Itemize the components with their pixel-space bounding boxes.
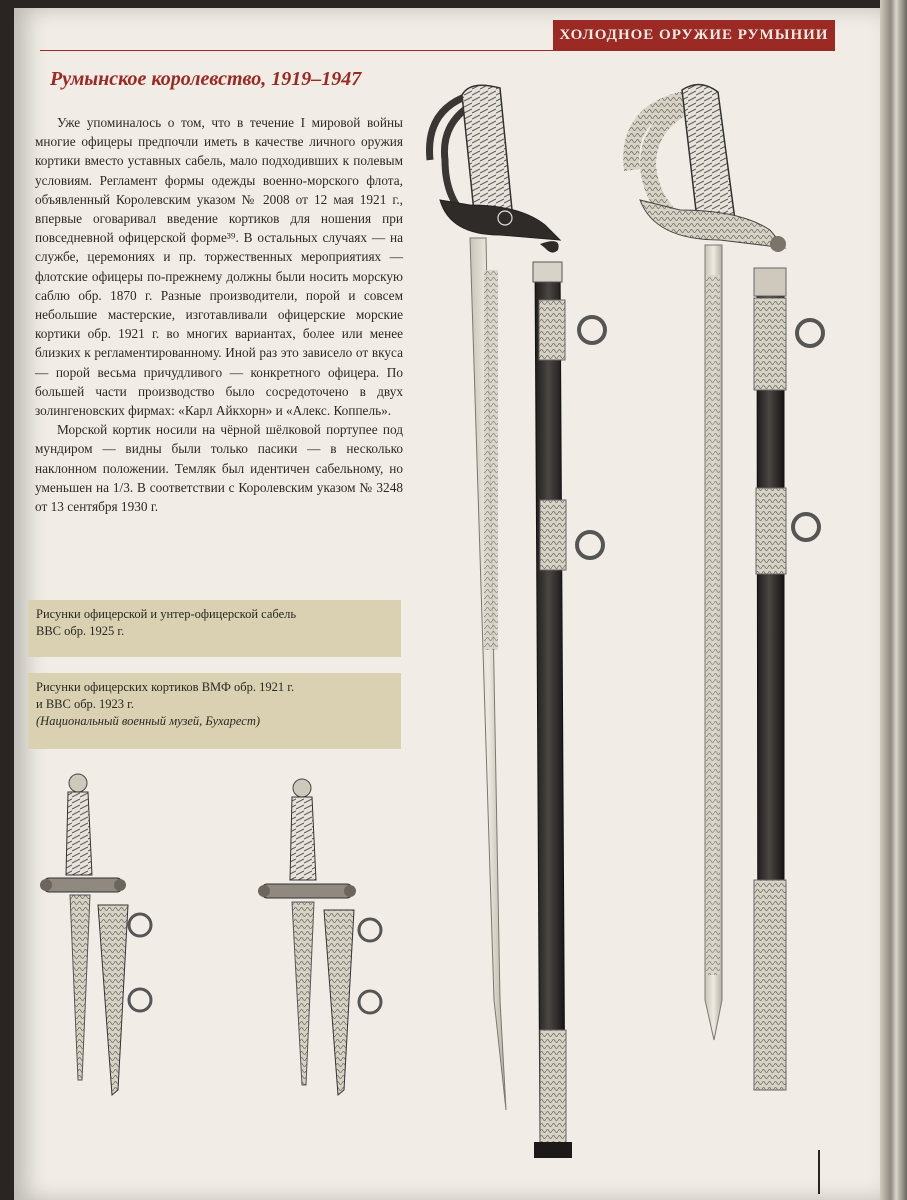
body-text xyxy=(35,113,403,516)
caption-sabres xyxy=(28,600,401,657)
page-marker xyxy=(818,1150,820,1194)
section-title: Румынское королевство, 1919–1947 xyxy=(50,68,362,90)
caption-daggers-line1: Рисунки офицерских кортиков ВМФ обр. 1921 г. xyxy=(36,680,295,694)
caption-daggers-line2: и ВВС обр. 1923 г. xyxy=(36,697,135,711)
caption-sabres-line2: ВВС обр. 1925 г. xyxy=(36,624,125,638)
caption-sabres-line1: Рисунки офицерской и унтер-офицерской сабель xyxy=(36,607,297,621)
book-edge xyxy=(880,0,907,1200)
paragraph-1: Уже упоминалось о том, что в течение I мировой войны многие офицеры предпочли иметь в качестве личного оружия кортики вместо уставных сабель, мало подходивших к полевым условиям. Регламент формы одежды военно-морского флота, объявленный Королевским указом № 2008 от 12 мая 1921 г., впервые оговаривал введение кортиков для ношения при повседневной офицерской форме³⁹. В остальных случаях — на службе, церемониях и пр. торжественных мероприятиях — флотские офицеры по-прежнему должны были носить морскую саблю обр. 1870 г. Разные производители, порой и совсем небольшие мастерские, изготавливали офицерские морские кортики обр. 1921 г. во многих вариантах, более или менее близких к регламентированному. Иной раз это зависело от вкуса — порой весьма причудливого — конкретного офицера. По большей части производство было сосредоточено в двух золингеновских фирмах: «Карл Айкхорн» и «Алекс. Коппель». xyxy=(35,115,403,419)
header-rule xyxy=(40,50,835,51)
caption-daggers-source: (Национальный военный музей, Бухарест) xyxy=(36,714,261,728)
running-header: ХОЛОДНОЕ ОРУЖИЕ РУМЫНИИ xyxy=(553,20,835,50)
paragraph-2: Морской кортик носили на чёрной шёлковой портупее под мундиром — видны были только пасики — в несколько наклонном положении. Темляк был идентичен сабельному, но уменьшен на 1/3. В соответствии с Королевским указом № 3248 от 13 сентября 1930 г. xyxy=(35,422,403,515)
caption-daggers xyxy=(28,673,401,749)
